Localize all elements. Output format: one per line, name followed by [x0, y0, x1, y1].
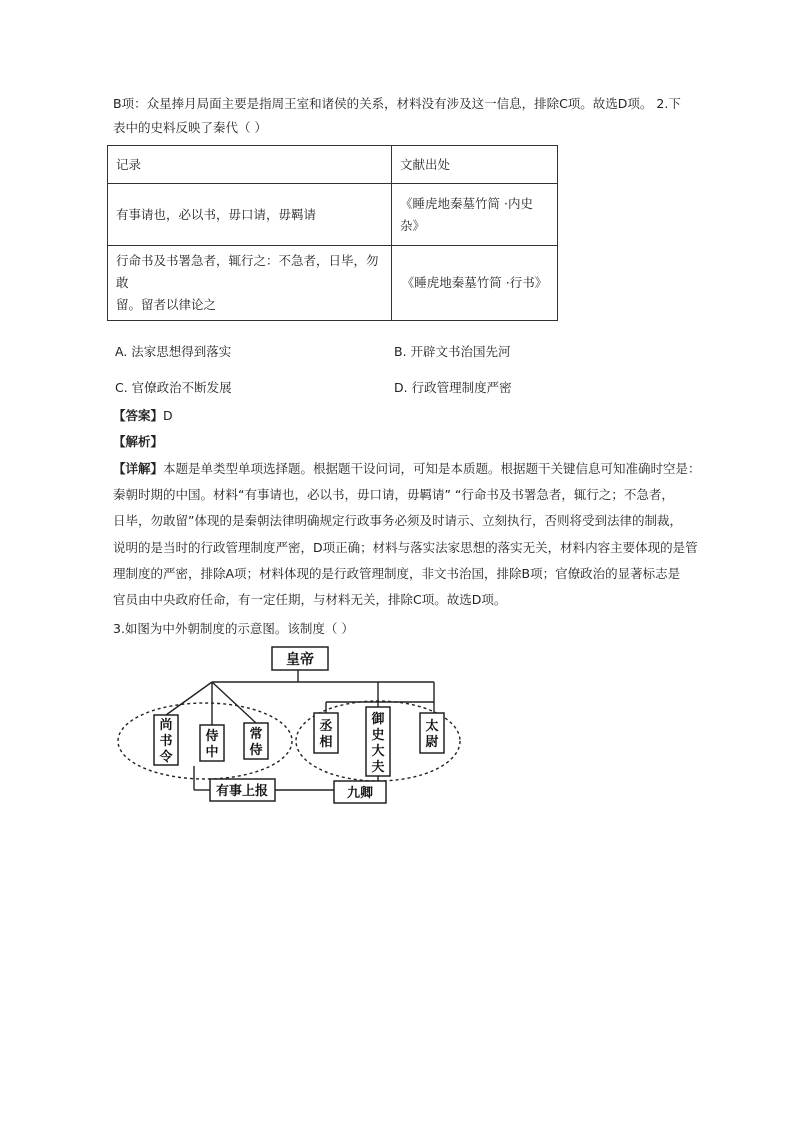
- court-system-diagram: [110, 640, 470, 810]
- table-cell-source: 《睡虎地秦墓竹简 ·行书》: [392, 246, 558, 321]
- inner-court-official: [244, 723, 268, 759]
- official-char: 御: [371, 712, 385, 727]
- analysis-line: 官员由中央政府任命，有一定任期，与材料无关，排除C项。故选D项。: [113, 592, 507, 607]
- record-line: 留。留者以律论之: [116, 297, 217, 312]
- table-header-row: [108, 146, 558, 184]
- outer-court-official: [366, 707, 390, 776]
- official-char: 书: [159, 734, 173, 749]
- official-char: 尚: [159, 718, 173, 733]
- table-header-source: 文献出处: [392, 146, 558, 184]
- source-table: [107, 145, 558, 321]
- option-a: A. 法家思想得到落实: [115, 344, 232, 359]
- emperor-label: 皇帝: [286, 652, 314, 668]
- official-char: 令: [159, 750, 173, 765]
- analysis-label: 【解析】: [113, 434, 164, 449]
- source-line: 杂》: [400, 217, 426, 233]
- answer-value: D: [163, 408, 173, 423]
- table-cell-record: [108, 246, 392, 321]
- outer-court-official: [420, 713, 444, 753]
- option-c: C. 官僚政治不断发展: [115, 380, 232, 395]
- official-char: 侍: [249, 743, 263, 758]
- record-line: 行命书及书署急者，辄行之：不急者，日毕，勿敢: [116, 253, 379, 290]
- table-cell-record: 有事请也，必以书，毋口请，毋羁请: [108, 184, 392, 246]
- analysis-text: 本题是单类型单项选择题。根据题干设问词，可知是本质题。根据题干关键信息可知准确时空是：: [163, 461, 701, 476]
- table-header-record: 记录: [108, 146, 392, 184]
- answer-line: [113, 406, 173, 426]
- option-d: D. 行政管理制度严密: [394, 380, 512, 395]
- official-char: 常: [249, 727, 263, 742]
- inner-court-official: [200, 725, 224, 761]
- outer-court-official: [314, 713, 338, 753]
- official-char: 尉: [425, 735, 439, 750]
- official-char: 太: [425, 719, 439, 734]
- official-char: 丞: [319, 719, 333, 734]
- question-2-stem: 表中的史料反映了秦代（ ）: [113, 120, 267, 135]
- inner-court-official: [154, 715, 178, 765]
- analysis-line: 理制度的严密，排除A项；材料体现的是行政管理制度，非文书治国，排除B项；官僚政治的显著标志是: [113, 566, 681, 581]
- option-b: B. 开辟文书治国先河: [394, 344, 511, 359]
- answer-label: 【答案】: [113, 408, 164, 423]
- report-label: 有事上报: [215, 784, 269, 799]
- analysis-line: 说明的是当时的行政管理制度严密，D项正确；材料与落实法家思想的落实无关，材料内容主要体现的是管: [113, 540, 698, 555]
- analysis-line: [113, 459, 701, 479]
- official-char: 侍: [205, 729, 219, 744]
- analysis-line: 秦朝时期的中国。材料“有事请也，必以书，毋口请，毋羁请” “行命书及书署急者，辄行之；不急者，: [113, 487, 674, 502]
- ministers-label: 九卿: [346, 786, 374, 801]
- analysis-line: 日毕，勿敢留”体现的是秦朝法律明确规定行政事务必须及时请示、立刻执行，否则将受到法律的制裁，: [113, 513, 682, 528]
- question-3-stem: 3.如图为中外朝制度的示意图。该制度（ ）: [113, 621, 354, 636]
- table-row: [108, 184, 558, 246]
- table-cell-source: [392, 184, 558, 246]
- official-char: 史: [371, 728, 385, 743]
- table-row: [108, 246, 558, 321]
- official-char: 大: [371, 744, 385, 759]
- official-char: 夫: [371, 760, 385, 775]
- source-line: 《睡虎地秦墓竹简 ·内史: [400, 195, 533, 211]
- intro-line-1: B项：众星捧月局面主要是指周王室和诸侯的关系，材料没有涉及这一信息，排除C项。故选D项。 2.下: [113, 96, 681, 111]
- official-char: 相: [319, 735, 333, 750]
- detail-label: 【详解】: [113, 461, 164, 476]
- official-char: 中: [205, 745, 219, 760]
